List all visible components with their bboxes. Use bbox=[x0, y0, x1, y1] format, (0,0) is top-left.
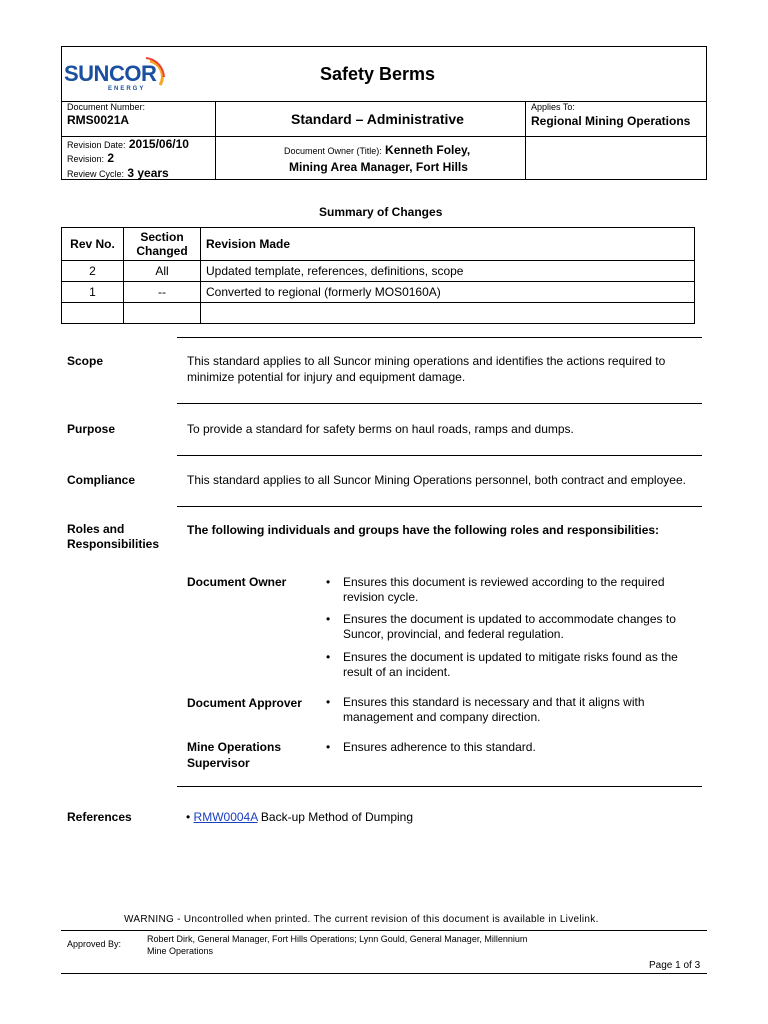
reference-item bbox=[186, 810, 413, 824]
table-cell: 2 bbox=[62, 261, 124, 282]
suncor-logo bbox=[64, 55, 174, 95]
section-divider bbox=[177, 403, 702, 404]
bullet: • bbox=[326, 575, 331, 589]
logo-tagline: ENERGY bbox=[108, 86, 146, 92]
reference-title: Back-up Method of Dumping bbox=[260, 810, 414, 824]
warning-text: WARNING - Uncontrolled when printed. The current revision of this document is available in Livelink. bbox=[124, 914, 599, 925]
changes-table bbox=[61, 227, 695, 324]
logo-wordmark: SUNCOR bbox=[64, 61, 157, 86]
review-cycle: 3 years bbox=[127, 166, 169, 180]
bullet: • bbox=[326, 612, 331, 626]
scope-text: This standard applies to all Suncor mining operations and identifies the actions required to minimize potential for injury and equipment damage. bbox=[187, 354, 666, 384]
approved-by: Robert Dirk, General Manager, Fort Hills Operations; Lynn Gould, General Manager, Millennium Mine Operations bbox=[147, 934, 528, 956]
references-label: References bbox=[67, 810, 132, 824]
table-cell: Converted to regional (formerly MOS0160A) bbox=[201, 282, 695, 303]
bullet: • bbox=[326, 650, 331, 664]
table-cell: 1 bbox=[62, 282, 124, 303]
responsibility-item: Ensures this standard is necessary and that it aligns with management and company direction. bbox=[343, 695, 645, 724]
applies-to: Regional Mining Operations bbox=[531, 114, 691, 128]
purpose-label: Purpose bbox=[67, 422, 116, 436]
table-header-row bbox=[62, 228, 695, 261]
roles-label: Roles and Responsibilities bbox=[67, 522, 160, 551]
summary-title: Summary of Changes bbox=[319, 205, 443, 219]
responsibility-item: Ensures the document is updated to accommodate changes to Suncor, provincial, and federal regulation. bbox=[343, 612, 676, 641]
owner-row bbox=[284, 143, 470, 157]
table-cell: -- bbox=[124, 282, 201, 303]
table-row bbox=[62, 282, 695, 303]
review-cycle-label: Review Cycle: bbox=[67, 169, 125, 179]
reference-link[interactable]: RMW0004A bbox=[193, 810, 258, 824]
column-header: Section Changed bbox=[124, 228, 201, 261]
role-mine-operations-supervisor: Mine Operations Supervisor bbox=[187, 740, 282, 770]
header-divider bbox=[62, 101, 706, 102]
approved-label: Approved By: bbox=[67, 939, 122, 949]
section-divider bbox=[177, 337, 702, 338]
table-row bbox=[62, 261, 695, 282]
section-divider bbox=[177, 786, 702, 787]
responsibility-item: Ensures this document is reviewed according to the required revision cycle. bbox=[343, 575, 665, 604]
owner-label: Document Owner (Title): bbox=[284, 146, 382, 156]
column-header: Rev No. bbox=[62, 228, 124, 261]
section-divider bbox=[177, 506, 702, 507]
revision-date-row bbox=[67, 137, 189, 151]
responsibility-item: Ensures the document is updated to mitigate risks found as the result of an incident. bbox=[343, 650, 678, 679]
doc-type: Standard – Administrative bbox=[291, 111, 464, 127]
review-cycle-row bbox=[67, 166, 169, 180]
column-header: Revision Made bbox=[201, 228, 695, 261]
bullet: • bbox=[326, 740, 331, 754]
owner-line1: Kenneth Foley, bbox=[385, 143, 471, 157]
responsibility-item: Ensures adherence to this standard. bbox=[343, 740, 536, 754]
role-document-approver: Document Approver bbox=[187, 696, 302, 710]
scope-label: Scope bbox=[67, 354, 104, 368]
table-cell bbox=[201, 303, 695, 324]
table-cell bbox=[124, 303, 201, 324]
revision-date-label: Revision Date: bbox=[67, 140, 126, 150]
role-document-owner: Document Owner bbox=[187, 575, 287, 589]
doc-number: RMS0021A bbox=[67, 113, 130, 127]
bullet: • bbox=[186, 810, 191, 824]
purpose-text: To provide a standard for safety berms on haul roads, ramps and dumps. bbox=[187, 422, 574, 436]
compliance-text: This standard applies to all Suncor Mining Operations personnel, both contract and employee. bbox=[187, 473, 686, 487]
revision-date: 2015/06/10 bbox=[128, 137, 189, 151]
page-number: Page 1 of 3 bbox=[649, 960, 701, 971]
header-divider bbox=[525, 101, 526, 179]
table-row bbox=[62, 303, 695, 324]
table-cell: All bbox=[124, 261, 201, 282]
compliance-label: Compliance bbox=[67, 473, 136, 487]
roles-intro: The following individuals and groups have the following roles and responsibilities: bbox=[187, 523, 660, 537]
doc-number-label: Document Number: bbox=[67, 102, 146, 112]
footer-divider bbox=[61, 973, 707, 974]
footer-divider bbox=[61, 930, 707, 931]
applies-to-label: Applies To: bbox=[531, 102, 575, 112]
bullet: • bbox=[326, 695, 331, 709]
page-title: Safety Berms bbox=[320, 64, 436, 84]
revision-value: 2 bbox=[107, 151, 115, 165]
owner-line2: Mining Area Manager, Fort Hills bbox=[289, 160, 468, 174]
header-divider bbox=[215, 101, 216, 179]
revision-row bbox=[67, 151, 114, 165]
table-cell: Updated template, references, definitions, scope bbox=[201, 261, 695, 282]
table-cell bbox=[62, 303, 124, 324]
section-divider bbox=[177, 455, 702, 456]
revision-label: Revision: bbox=[67, 154, 105, 164]
